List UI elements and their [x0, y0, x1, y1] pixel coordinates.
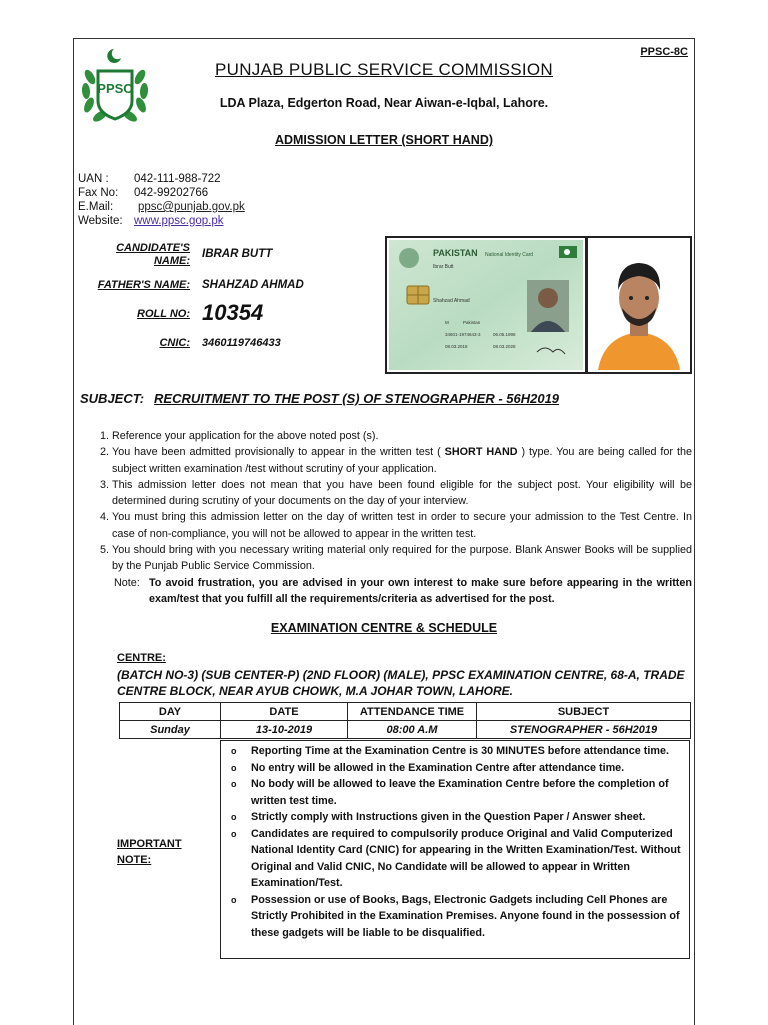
bullet-icon: o	[231, 762, 237, 773]
letter-title: ADMISSION LETTER (SHORT HAND)	[274, 133, 494, 147]
bullet-icon: o	[231, 746, 237, 756]
website-link[interactable]: www.ppsc.gop.pk	[134, 215, 224, 227]
bullet-icon: o	[231, 779, 237, 789]
cnic-number: 3460119746433	[202, 337, 281, 349]
header-subject: SUBJECT	[477, 703, 691, 721]
father-name-label: FATHER'S NAME:	[97, 279, 190, 291]
instructions-list	[100, 428, 692, 607]
note-item: o Candidates are required to compulsorily produce Original and Valid Computerized National Identity Card (CNIC) for appearing in the Written Examination/Test. Without Original and Valid CNIC, No Candidate will be allowed to appear in Written Examination/Test.	[229, 826, 683, 892]
schedule-table	[119, 702, 691, 739]
contact-fax: Fax No: 042-99202766	[78, 187, 209, 199]
father-name: SHAHZAD AHMAD	[202, 279, 304, 291]
cell-subject: STENOGRAPHER - 56H2019	[477, 721, 691, 739]
subject-line: SUBJECT: RECRUITMENT TO THE POST (S) OF STENOGRAPHER - 56H2019	[80, 391, 560, 406]
card-issue: 08.03.2018	[445, 344, 468, 349]
instruction-item: 5. You should bring with you necessary writing material only required for the purpose. Blank Answer Books will be supplied by the Punjab Public Service Commission.	[100, 544, 692, 573]
card-title: National Identity Card	[485, 252, 534, 258]
contact-block	[78, 172, 245, 228]
card-expiry: 08.03.2028	[493, 344, 516, 349]
card-dob: 06.05.1998	[493, 332, 516, 337]
header-day: DAY	[120, 703, 221, 721]
note-item: o No body will be allowed to leave the Examination Centre before the completion of written test time.	[229, 776, 683, 809]
centre-label: CENTRE:	[117, 652, 166, 664]
card-number: 34601-1974643-3	[445, 332, 481, 337]
card-father: Shahzad Ahmad	[433, 298, 470, 304]
logo-text: PPSC	[97, 81, 133, 96]
roll-no-label: ROLL NO:	[137, 308, 190, 320]
card-name: Ibrar Butt	[433, 264, 454, 270]
contact-website: Website: www.ppsc.gop.pk	[78, 215, 224, 227]
cell-day: Sunday	[120, 721, 221, 739]
cell-attendance-time: 08:00 A.M	[348, 721, 477, 739]
roll-no: 10354	[202, 300, 264, 325]
instruction-item: 2. You have been admitted provisionally to appear in the written test ( SHORT HAND ) type. You are being called for the subject written examination /test without scrutiny of your application.	[100, 446, 692, 475]
note-item: o No entry will be allowed in the Examination Centre after attendance time.	[229, 760, 683, 777]
bullet-icon: o	[231, 812, 237, 822]
centre-address: (BATCH NO-3) (SUB CENTER-P) (2ND FLOOR) (MALE), PPSC EXAMINATION CENTRE, 68-A, TRADE CENTRE BLOCK, NEAR AYUB CHOWK, M.A JOHAR TOWN, LAHORE.	[117, 668, 685, 698]
note-block: Note: To avoid frustration, you are advised in your own interest to make sure before appearing in the written exam/test that you fulfill all the requirements/criteria as advertised for the post.	[114, 576, 692, 605]
schedule-row	[120, 721, 691, 739]
schedule-header-row	[120, 703, 691, 721]
card-country: PAKISTAN	[433, 248, 478, 258]
candidate-photo	[586, 236, 692, 374]
cnic-card-image	[385, 236, 587, 374]
contact-uan: UAN : 042-111-988-722	[78, 173, 221, 185]
note-item: o Strictly comply with Instructions given in the Question Paper / Answer sheet.	[229, 809, 683, 826]
schedule-title: EXAMINATION CENTRE & SCHEDULE	[270, 621, 498, 635]
bullet-icon: o	[231, 894, 237, 905]
note-item: o Possession or use of Books, Bags, Electronic Gadgets including Cell Phones are Strictly Prohibited in the Examination Premises. Anyone found in the possession of these gadgets will be liable to be disqualified.	[229, 892, 683, 942]
form-code: PPSC-8C	[640, 46, 688, 58]
ppsc-logo	[78, 47, 152, 127]
card-gender: M	[445, 320, 449, 325]
instruction-item: 1. Reference your application for the above noted post (s).	[100, 430, 379, 442]
important-notes	[220, 740, 690, 959]
admission-letter	[73, 38, 695, 1025]
important-note-label: IMPORTANT NOTE:	[117, 838, 182, 866]
instruction-item: 3. This admission letter does not mean that you have been found eligible for the subject post. Your eligibility will be determined during scrutiny of your documents on the day of your interview.	[100, 478, 692, 508]
header-attendance-time: ATTENDANCE TIME	[348, 703, 477, 721]
email-link[interactable]: ppsc@punjab.gov.pk	[138, 201, 245, 213]
cnic-label: CNIC:	[159, 337, 190, 349]
candidate-name: IBRAR BUTT	[202, 248, 273, 260]
candidate-name-label: CANDIDATE'S NAME:	[116, 242, 190, 267]
instruction-item: 4. You must bring this admission letter on the day of written test in order to secure your admission to the Test Centre. In case of non-compliance, you will not be allowed to appear in the written test.	[100, 511, 692, 540]
cell-date: 13-10-2019	[221, 721, 348, 739]
card-country-of-stay: Pakistan	[463, 320, 481, 325]
org-address: LDA Plaza, Edgerton Road, Near Aiwan-e-Iqbal, Lahore.	[219, 96, 549, 110]
org-title: PUNJAB PUBLIC SERVICE COMMISSION	[214, 60, 554, 79]
header-date: DATE	[221, 703, 348, 721]
subject-text: RECRUITMENT TO THE POST (S) OF STENOGRAPHER - 56H2019	[154, 391, 560, 406]
contact-email: E.Mail: ppsc@punjab.gov.pk	[78, 201, 245, 213]
note-item: o Reporting Time at the Examination Centre is 30 MINUTES before attendance time.	[229, 743, 683, 760]
bullet-icon: o	[231, 828, 237, 839]
